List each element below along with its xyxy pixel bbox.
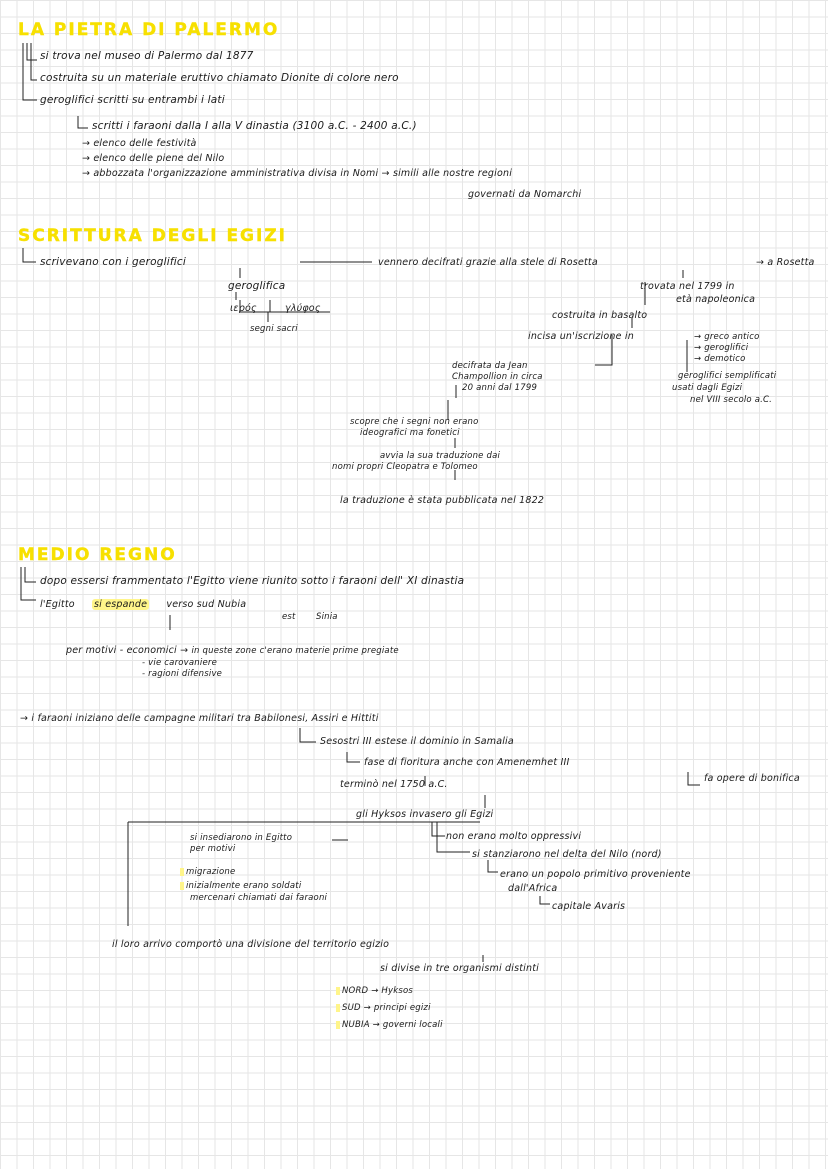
text-line: governati da Nomarchi bbox=[468, 189, 582, 200]
greek-word: ιερός bbox=[230, 303, 257, 314]
text-line: età napoleonica bbox=[676, 294, 756, 305]
text-line: Nubia bbox=[217, 599, 247, 610]
text-line: terminò nel 1750 a.C. bbox=[340, 779, 448, 790]
text-line: avvia la sua traduzione dai bbox=[380, 451, 501, 461]
text-line: si divise in tre organismi distinti bbox=[380, 963, 539, 974]
text-line: l'Egitto bbox=[40, 599, 75, 610]
section-title-pietra-palermo: LA PIETRA DI PALERMO bbox=[18, 20, 280, 40]
text-line: i faraoni iniziano delle campagne militari tra Babilonesi, Assiri e Hittiti bbox=[31, 713, 379, 724]
text-line: si insediarono in Egitto bbox=[190, 833, 293, 843]
text-line: erano un popolo primitivo proveniente bbox=[500, 869, 691, 880]
text-line: scrivevano con i geroglifici bbox=[40, 256, 186, 268]
text-line: mercenari chiamati dai faraoni bbox=[190, 893, 328, 903]
text-line: scopre che i segni non erano bbox=[350, 417, 479, 427]
text-line: elenco delle piene del Nilo bbox=[93, 153, 225, 164]
text-line: NORD → Hyksos bbox=[342, 986, 414, 996]
text-line: geroglifici bbox=[704, 343, 749, 353]
text-line: verso sud bbox=[166, 599, 215, 610]
text-line: si trova nel museo di Palermo dal 1877 bbox=[40, 50, 254, 62]
text-line: fa opere di bonifica bbox=[704, 773, 800, 784]
text-line: ideografici ma fonetici bbox=[360, 428, 460, 438]
text-line: geroglifici semplificati bbox=[678, 371, 777, 381]
text-line: 20 anni dal 1799 bbox=[462, 383, 538, 393]
text-line: il loro arrivo comportò una divisione del territorio egizio bbox=[112, 939, 390, 950]
text-line: Sesostri III estese il dominio in Samalia bbox=[320, 736, 514, 747]
text-line: vie carovaniere bbox=[148, 658, 218, 668]
text-line: la traduzione è stata pubblicata nel 1822 bbox=[340, 495, 545, 506]
text-line: simili alle nostre regioni bbox=[392, 168, 513, 179]
text-line: usati dagli Egizi bbox=[672, 383, 743, 393]
text-line: economici bbox=[126, 645, 177, 656]
text-line: gli Hyksos invasero gli Egizi bbox=[356, 809, 494, 820]
section-title-medio-regno: MEDIO REGNO bbox=[18, 545, 177, 565]
text-line: ragioni difensive bbox=[148, 669, 223, 679]
text-line: abbozzata l'organizzazione amministrativa divisa in Nomi bbox=[93, 168, 379, 179]
text-line: demotico bbox=[704, 354, 746, 364]
text-line: scritti i faraoni dalla I alla V dinastia (3100 a.C. - 2400 a.C.) bbox=[92, 120, 417, 132]
text-line: per motivi bbox=[190, 844, 236, 854]
text-line: costruita in basalto bbox=[552, 310, 648, 321]
highlight-expand: si espande bbox=[94, 599, 148, 610]
text-line: in queste zone c'erano materie prime pregiate bbox=[191, 646, 399, 656]
text-line: geroglifici scritti su entrambi i lati bbox=[40, 94, 225, 106]
text-line: inizialmente erano soldati bbox=[186, 881, 302, 891]
text-line: est bbox=[282, 612, 296, 622]
greek-word: γλύφος bbox=[285, 303, 321, 314]
text-line: geroglifica bbox=[228, 280, 286, 292]
text-line: Champollion in circa bbox=[452, 372, 543, 382]
text-line: a Rosetta bbox=[767, 257, 815, 268]
text-line: trovata nel 1799 in bbox=[640, 281, 735, 292]
text-line: NUBIA → governi locali bbox=[342, 1020, 443, 1030]
text-line: dopo essersi frammentato l'Egitto viene riunito sotto i faraoni dell' XI dinastia bbox=[40, 575, 465, 587]
text-line: si stanziarono nel delta del Nilo (nord) bbox=[472, 849, 662, 860]
text-line: nel VIII secolo a.C. bbox=[690, 395, 773, 405]
text-line: dall'Africa bbox=[508, 883, 558, 894]
text-line: elenco delle festività bbox=[93, 138, 197, 149]
text-line: per motivi bbox=[66, 645, 117, 656]
text-line: incisa un'iscrizione in bbox=[528, 331, 634, 342]
text-line: costruita su un materiale eruttivo chiamato Dionite di colore nero bbox=[40, 72, 399, 84]
text-line: greco antico bbox=[704, 332, 760, 342]
section-title-scrittura: SCRITTURA DEGLI EGIZI bbox=[18, 226, 287, 246]
text-line: vennero decifrati grazie alla stele di Rosetta bbox=[378, 257, 598, 268]
text-line: decifrata da Jean bbox=[452, 361, 528, 371]
text-line: migrazione bbox=[186, 867, 236, 877]
text-line: capitale Avaris bbox=[552, 901, 626, 912]
text-line: nomi propri Cleopatra e Tolomeo bbox=[332, 462, 478, 472]
text-line: segni sacri bbox=[250, 324, 298, 334]
text-line: fase di fioritura anche con Amenemhet III bbox=[364, 757, 570, 768]
text-line: SUD → principi egizi bbox=[342, 1003, 431, 1013]
text-line: Sinia bbox=[316, 612, 338, 622]
text-line: non erano molto oppressivi bbox=[446, 831, 582, 842]
